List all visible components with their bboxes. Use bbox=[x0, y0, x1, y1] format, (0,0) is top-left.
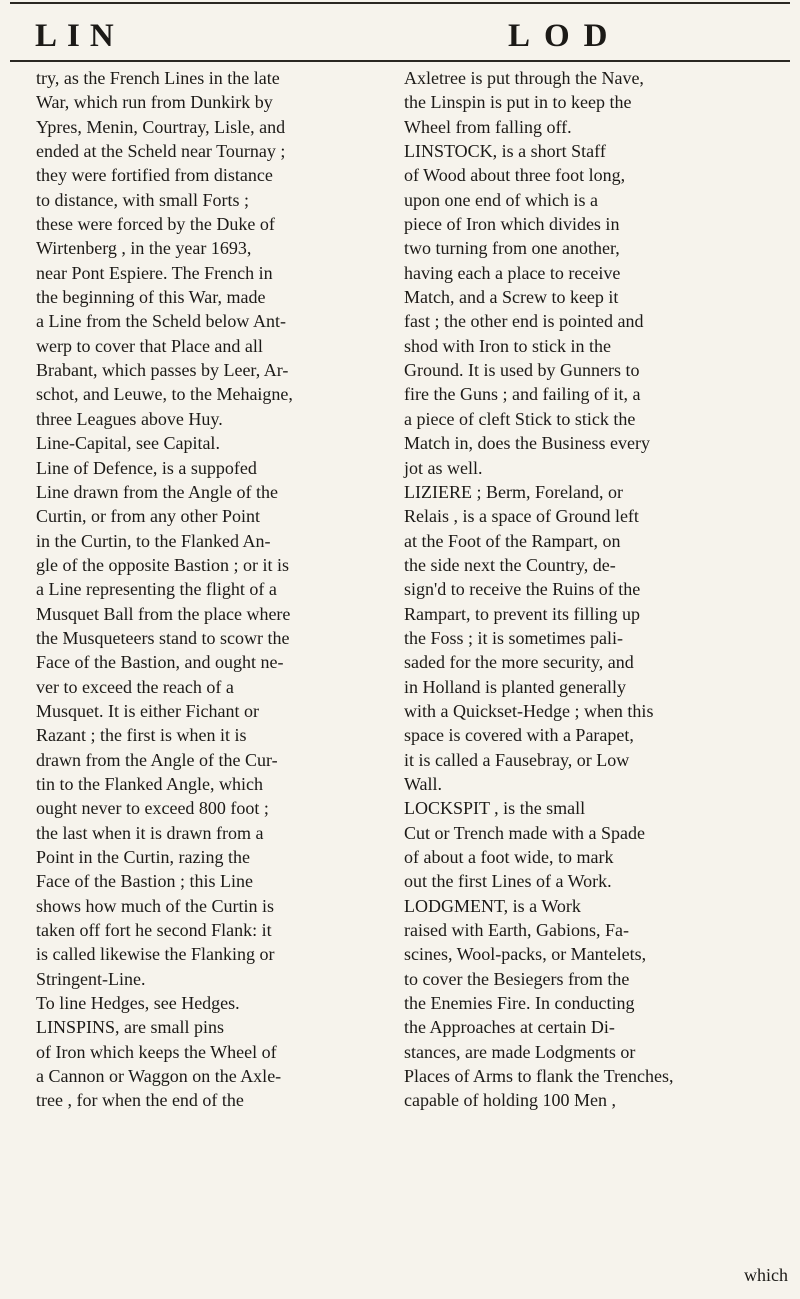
right-column-line: LOCKSPIT , is the small bbox=[404, 798, 586, 819]
left-column-line: Line of Defence, is a suppofed bbox=[36, 457, 257, 478]
left-column-line: Stringent-Line. bbox=[36, 968, 146, 989]
right-column-line: with a Quickset-Hedge ; when this bbox=[404, 700, 654, 721]
left-column-line: Ypres, Menin, Courtray, Lisle, and bbox=[36, 116, 286, 137]
right-column-line: fire the Guns ; and failing of it, a bbox=[404, 384, 641, 405]
right-column-line: in Holland is planted generally bbox=[404, 676, 626, 697]
left-column-line: a Line from the Scheld below Ant- bbox=[36, 311, 286, 332]
right-column-line: shod with Iron to stick in the bbox=[404, 335, 611, 356]
right-column-line: scines, Wool-packs, or Mantelets, bbox=[404, 944, 647, 965]
right-column-line: LODGMENT, is a Work bbox=[404, 895, 581, 916]
left-column-line: Wirtenberg , in the year 1693, bbox=[36, 238, 252, 259]
left-column-line: a Line representing the flight of a bbox=[36, 579, 277, 600]
left-column-line: Line drawn from the Angle of the bbox=[36, 481, 278, 502]
left-column-line: three Leagues above Huy. bbox=[36, 408, 223, 429]
right-column-line: space is covered with a Parapet, bbox=[404, 725, 634, 746]
right-column-line: a piece of cleft Stick to stick the bbox=[404, 408, 636, 429]
right-column-line: at the Foot of the Rampart, on bbox=[404, 530, 621, 551]
left-column-line: Face of the Bastion, and ought ne- bbox=[36, 652, 284, 673]
catchword: which bbox=[744, 1265, 788, 1285]
running-head-right: LOD bbox=[508, 18, 622, 54]
left-column-line: ended at the Scheld near Tournay ; bbox=[36, 141, 286, 162]
left-column-line: the last when it is drawn from a bbox=[36, 822, 264, 843]
left-column-line: drawn from the Angle of the Cur- bbox=[36, 749, 278, 770]
running-head-left: LIN bbox=[35, 18, 124, 54]
right-column-line: stances, are made Lodgments or bbox=[404, 1041, 636, 1062]
left-column-line: Face of the Bastion ; this Line bbox=[36, 871, 253, 892]
left-column-line: War, which run from Dunkirk by bbox=[36, 92, 273, 113]
left-column-line: To line Hedges, see Hedges. bbox=[36, 993, 240, 1014]
right-column-line: Wheel from falling off. bbox=[404, 116, 572, 137]
right-column-line: Wall. bbox=[404, 773, 443, 794]
left-column-line: Curtin, or from any other Point bbox=[36, 506, 260, 527]
left-column-line: try, as the French Lines in the late bbox=[36, 68, 280, 88]
right-column bbox=[404, 66, 796, 1113]
right-column-line: piece of Iron which divides in bbox=[404, 214, 620, 235]
right-column-line: the Linspin is put in to keep the bbox=[404, 92, 632, 113]
left-column-line: near Pont Espiere. The French in bbox=[36, 262, 273, 283]
right-column-line: Cut or Trench made with a Spade bbox=[404, 822, 645, 843]
left-column-line: LINSPINS, are small pins bbox=[36, 1017, 224, 1038]
right-column-line: jot as well. bbox=[404, 457, 483, 478]
left-column-line: is called likewise the Flanking or bbox=[36, 944, 275, 965]
right-column-line: LIZIERE ; Berm, Foreland, or bbox=[404, 481, 623, 502]
right-column-line: Ground. It is used by Gunners to bbox=[404, 360, 640, 381]
left-column-line: a Cannon or Waggon on the Axle- bbox=[36, 1066, 282, 1087]
right-column-line: Match, and a Screw to keep it bbox=[404, 287, 619, 308]
top-rule bbox=[10, 2, 790, 10]
right-column-line: saded for the more security, and bbox=[404, 652, 634, 673]
left-column-line: taken off fort he second Flank: it bbox=[36, 920, 272, 941]
left-column-line: ver to exceed the reach of a bbox=[36, 676, 234, 697]
right-column-line: the side next the Country, de- bbox=[404, 554, 616, 575]
right-column-line: two turning from one another, bbox=[404, 238, 620, 259]
left-column-line: in the Curtin, to the Flanked An- bbox=[36, 530, 271, 551]
left-column-line: ought never to exceed 800 foot ; bbox=[36, 798, 269, 819]
left-column-line: Musquet Ball from the place where bbox=[36, 603, 291, 624]
left-column-line: the beginning of this War, made bbox=[36, 287, 266, 308]
right-column-line: the Enemies Fire. In conducting bbox=[404, 993, 635, 1014]
left-column-line: to distance, with small Forts ; bbox=[36, 189, 249, 210]
left-column-line: gle of the opposite Bastion ; or it is bbox=[36, 554, 289, 575]
left-column-line: Line-Capital, see Capital. bbox=[36, 433, 220, 454]
right-column-line: of Wood about three foot long, bbox=[404, 165, 626, 186]
left-column-line: Point in the Curtin, razing the bbox=[36, 847, 250, 867]
left-column-line: shows how much of the Curtin is bbox=[36, 895, 274, 916]
left-column-line: werp to cover that Place and all bbox=[36, 335, 263, 356]
right-column-line: upon one end of which is a bbox=[404, 189, 598, 210]
right-column-line: Relais , is a space of Ground left bbox=[404, 506, 639, 527]
right-column-line: LINSTOCK, is a short Staff bbox=[404, 141, 606, 162]
right-column-line: sign'd to receive the Ruins of the bbox=[404, 579, 641, 600]
left-column-line: tin to the Flanked Angle, which bbox=[36, 773, 263, 794]
left-column-line: these were forced by the Duke of bbox=[36, 214, 275, 235]
left-column-line: they were fortified from distance bbox=[36, 165, 273, 186]
right-column-line: to cover the Besiegers from the bbox=[404, 968, 630, 989]
right-column-line: it is called a Fausebray, or Low bbox=[404, 749, 630, 770]
left-column-line: tree , for when the end of the bbox=[36, 1090, 244, 1111]
left-column-line: the Musqueteers stand to scowr the bbox=[36, 627, 290, 648]
right-column-line: of about a foot wide, to mark bbox=[404, 847, 614, 867]
left-column bbox=[36, 66, 436, 1113]
right-column-line: Match in, does the Business every bbox=[404, 433, 650, 454]
right-column-line: raised with Earth, Gabions, Fa- bbox=[404, 920, 629, 941]
header-rule bbox=[10, 60, 790, 62]
right-column-line: out the first Lines of a Work. bbox=[404, 871, 612, 892]
right-column-line: Rampart, to prevent its filling up bbox=[404, 603, 640, 624]
left-column-line: Razant ; the first is when it is bbox=[36, 725, 247, 746]
right-column-line: Axletree is put through the Nave, bbox=[404, 68, 644, 88]
right-column-line: the Foss ; it is sometimes pali- bbox=[404, 627, 623, 648]
right-column-line: fast ; the other end is pointed and bbox=[404, 311, 644, 332]
left-column-line: Musquet. It is either Fichant or bbox=[36, 700, 259, 721]
right-column-line: Places of Arms to flank the Trenches, bbox=[404, 1066, 674, 1087]
left-column-line: Brabant, which passes by Leer, Ar- bbox=[36, 360, 289, 381]
left-column-line: schot, and Leuwe, to the Mehaigne, bbox=[36, 384, 293, 405]
right-column-line: capable of holding 100 Men , bbox=[404, 1090, 616, 1111]
left-column-line: of Iron which keeps the Wheel of bbox=[36, 1041, 277, 1062]
right-column-line: the Approaches at certain Di- bbox=[404, 1017, 615, 1038]
right-column-line: having each a place to receive bbox=[404, 262, 621, 283]
